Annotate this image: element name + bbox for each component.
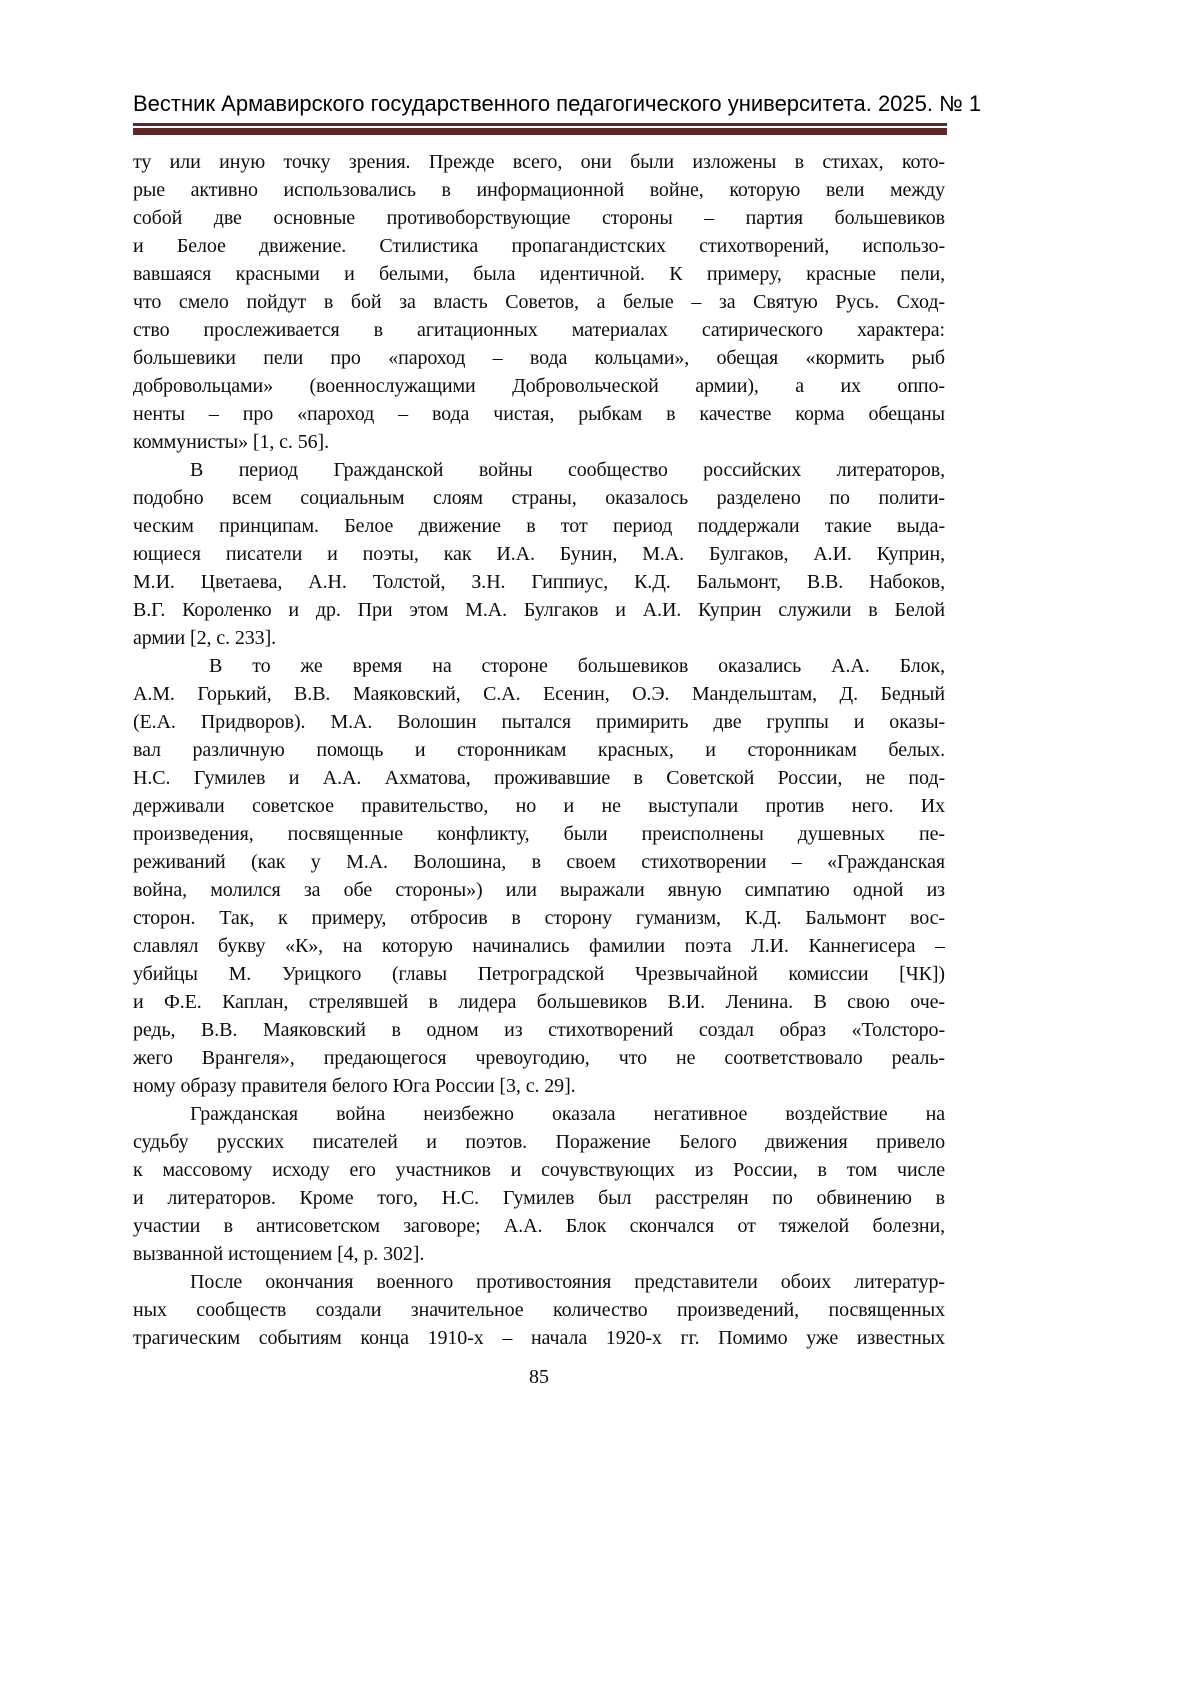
text-line: держивали советское правительство, но и не выступали против него. Их: [133, 795, 945, 817]
text-line: подобно всем социальным слоям страны, оказалось разделено по полити-: [133, 487, 945, 509]
text-line: произведения, посвященные конфликту, были преисполнены душевных пе-: [133, 823, 945, 845]
text-line: ческим принципам. Белое движение в тот период поддержали такие выда-: [133, 515, 945, 537]
text-line: трагическим событиям конца 1910-х – начала 1920-х гг. Помимо уже известных: [133, 1327, 945, 1349]
text-line: Н.С. Гумилев и А.А. Ахматова, проживавшие в Советской России, не под-: [133, 767, 945, 789]
text-line: коммунисты» [1, с. 56].: [133, 431, 329, 453]
text-line: добровольцами» (военнослужащими Добровольческой армии), а их оппо-: [133, 375, 945, 397]
text-line: В период Гражданской войны сообщество российских литераторов,: [190, 459, 945, 481]
text-line: что смело пойдут в бой за власть Советов, а белые – за Святую Русь. Сход-: [133, 291, 945, 313]
text-line: ство прослеживается в агитационных материалах сатирического характера:: [133, 319, 945, 341]
text-line: В.Г. Короленко и др. При этом М.А. Булгаков и А.И. Куприн служили в Белой: [133, 599, 945, 621]
page-number: 85: [529, 1366, 549, 1388]
text-line: (Е.А. Придворов). М.А. Волошин пытался примирить две группы и оказы-: [133, 711, 945, 733]
text-line: Гражданская война неизбежно оказала негативное воздействие на: [190, 1103, 945, 1125]
text-line: к массовому исходу его участников и сочувствующих из России, в том числе: [133, 1159, 945, 1181]
header-rule-thin: [133, 123, 947, 126]
text-line: А.М. Горький, В.В. Маяковский, С.А. Есенин, О.Э. Мандельштам, Д. Бедный: [133, 683, 945, 705]
text-line: и Ф.Е. Каплан, стрелявшей в лидера большевиков В.И. Ленина. В свою оче-: [133, 991, 945, 1013]
text-line: жего Врангеля», предающегося чревоугодию, что не соответствовало реаль-: [133, 1047, 945, 1069]
text-line: вызванной истощением [4, p. 302].: [133, 1243, 425, 1265]
header-rule-thick: [133, 128, 947, 135]
text-line: редь, В.В. Маяковский в одном из стихотворений создал образ «Толсторо-: [133, 1019, 945, 1041]
text-line: и литераторов. Кроме того, Н.С. Гумилев был расстрелян по обвинению в: [133, 1187, 945, 1209]
text-line: вавшаяся красными и белыми, была идентичной. К примеру, красные пели,: [133, 263, 945, 285]
text-line: армии [2, с. 233].: [133, 627, 277, 649]
journal-header-title: Вестник Армавирского государственного педагогического университета. 2025. № 1: [133, 91, 982, 116]
text-line: реживаний (как у М.А. Волошина, в своем стихотворении – «Гражданская: [133, 851, 945, 873]
text-line: В то же время на стороне большевиков оказались А.А. Блок,: [209, 655, 945, 677]
text-line: участии в антисоветском заговоре; А.А. Блок скончался от тяжелой болезни,: [133, 1215, 945, 1237]
text-line: собой две основные противоборствующие стороны – партия большевиков: [133, 207, 945, 229]
text-line: вал различную помощь и сторонникам красных, и сторонникам белых.: [133, 739, 945, 761]
text-line: судьбу русских писателей и поэтов. Поражение Белого движения привело: [133, 1131, 945, 1153]
text-line: рые активно использовались в информационной войне, которую вели между: [133, 179, 945, 201]
text-line: М.И. Цветаева, А.Н. Толстой, З.Н. Гиппиус, К.Д. Бальмонт, В.В. Набоков,: [133, 571, 945, 593]
article-body: [133, 148, 945, 1352]
text-line: и Белое движение. Стилистика пропагандистских стихотворений, использо-: [133, 235, 945, 257]
text-line: ных сообществ создали значительное количество произведений, посвященных: [133, 1299, 945, 1321]
text-line: убийцы М. Урицкого (главы Петроградской Чрезвычайной комиссии [ЧК]): [133, 963, 945, 985]
text-line: ющиеся писатели и поэты, как И.А. Бунин, М.А. Булгаков, А.И. Куприн,: [133, 543, 945, 565]
text-line: сторон. Так, к примеру, отбросив в сторону гуманизм, К.Д. Бальмонт вос-: [133, 907, 945, 929]
text-line: славлял букву «К», на которую начинались фамилии поэта Л.И. Каннегисера –: [133, 935, 945, 957]
text-line: война, молился за обе стороны») или выражали явную симпатию одной из: [133, 879, 945, 901]
text-line: большевики пели про «пароход – вода кольцами», обещая «кормить рыб: [133, 347, 945, 369]
text-line: ненты – про «пароход – вода чистая, рыбкам в качестве корма обещаны: [133, 403, 945, 425]
text-line: ту или иную точку зрения. Прежде всего, они были изложены в стихах, кото-: [133, 151, 945, 173]
text-line: После окончания военного противостояния представители обоих литератур-: [190, 1271, 945, 1293]
text-line: ному образу правителя белого Юга России [3, с. 29].: [133, 1075, 576, 1097]
